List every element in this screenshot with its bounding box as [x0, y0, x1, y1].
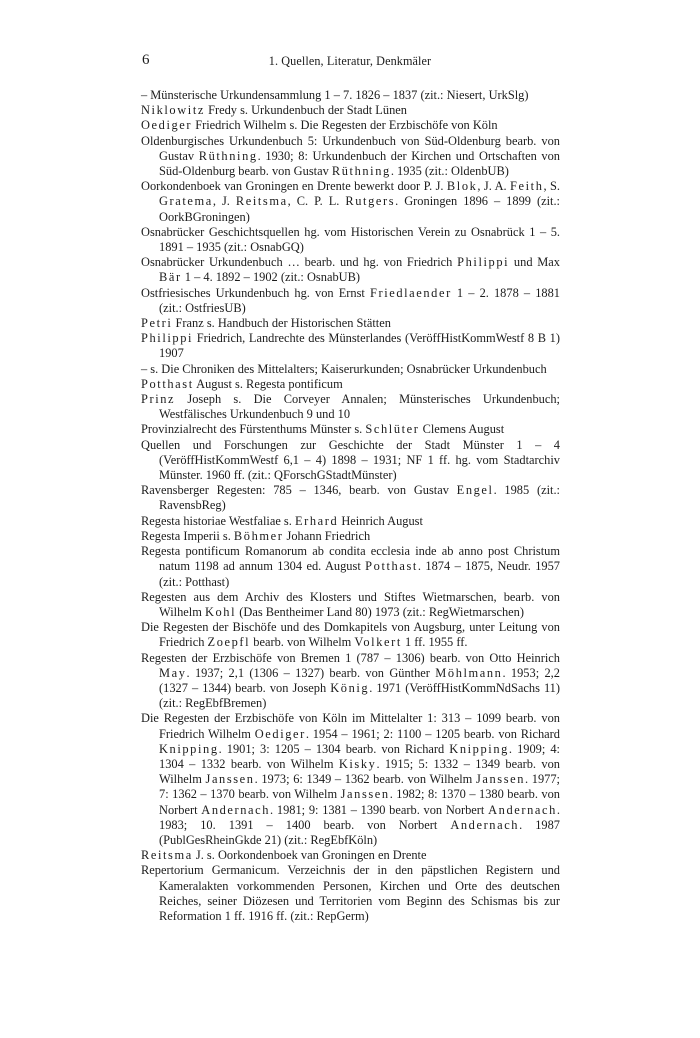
entry-text: (Das Bentheimer Land 80) 1973 (zit.: RegWietmarschen): [236, 604, 524, 619]
bibliography-entry: [141, 286, 560, 316]
author-name: May: [159, 665, 187, 680]
author-name: Janssen: [340, 787, 390, 802]
author-name: Friedlaender: [369, 285, 452, 300]
entry-text: – s. Die Chroniken des Mittelalters; Kaiserurkunden; Osnabrücker Urkundenbuch: [141, 361, 547, 376]
entry-text: Regesta pontificum Romanorum ab condita ecclesia inde ab anno post Christum natum 1198 ad annum 1304 ed. August: [141, 544, 560, 574]
author-name: Janssen: [475, 772, 526, 787]
author-name: Bär: [159, 270, 182, 285]
author-name: Gratema: [159, 194, 213, 209]
author-name: Andernach: [488, 802, 557, 817]
entry-text: Die Regesten der Bischöfe und des Domkapitels von Augsburg, unter Leitung von Friedrich: [141, 620, 560, 650]
entry-text: Regesten aus dem Archiv des Klosters und Stiftes Wietmarschen, bearb. von Wilhelm: [141, 589, 560, 619]
entry-text: Ravensberger Regesten: 785 – 1346, bearb. von Gustav: [141, 483, 457, 498]
entry-text: August s. Regesta pontificum: [193, 376, 343, 391]
bibliography-entry: [141, 88, 560, 103]
entry-text: . 1971 (VeröffHistKommNdSachs 11) (zit.: RegEbfBremen): [159, 680, 560, 711]
author-name: Volkert: [354, 635, 402, 650]
author-name: Knipping: [159, 741, 219, 756]
entry-text: . 1930; 8: Urkundenbuch der Kirchen und Ortschaften von Süd-Oldenburg bearb. von Gustav: [159, 148, 560, 179]
entry-text: Franz s. Handbuch der Historischen Stätten: [172, 316, 391, 331]
entry-text: . Groningen 1896 – 1899 (zit.: OorkBGroningen): [159, 194, 560, 224]
entry-text: Ostfriesisches Urkundenbuch hg. von Ernst: [141, 285, 370, 300]
author-name: Böhmer: [233, 528, 284, 543]
author-name: Philippi: [141, 331, 194, 346]
page-number: 6: [142, 52, 150, 68]
author-name: Feith: [510, 179, 544, 194]
author-name: Philippi: [457, 255, 510, 270]
entry-text: bearb. von Wilhelm: [250, 635, 355, 650]
entry-text: Quellen und Forschungen zur Geschichte der Stadt Münster 1 – 4 (VeröffHistKommWestf 6,1 – 4) 1898 – 1931; NF 1 ff. hg. vom Stadtarchiv Münster. 1960 ff. (zit.: QForschGStadtMünster): [141, 437, 560, 483]
author-name: Engel: [456, 483, 494, 498]
bibliography-entry: [141, 362, 560, 377]
author-name: Kisky: [338, 756, 377, 771]
entry-text: , J. A.: [477, 179, 511, 194]
author-name: Petri: [141, 316, 173, 331]
entry-text: Friedrich Wilhelm s. Die Regesten der Erzbischöfe von Köln: [192, 118, 498, 133]
bibliography-entry: [141, 438, 560, 484]
bibliography-entry: [141, 392, 560, 422]
entry-text: . 1977; 7: 1362 – 1370 bearb. von Wilhelm: [159, 772, 561, 802]
entry-text: Friedrich, Landrechte des Münsterlandes (VeröffHistKommWestf 8 B 1) 1907: [159, 331, 560, 361]
author-name: Niklowitz: [141, 103, 205, 118]
bibliography-entry: [141, 103, 560, 118]
bibliography-entry: [141, 377, 560, 392]
bibliography-entry: [141, 255, 560, 285]
entry-text: Johann Friedrich: [283, 528, 371, 543]
entry-text: Regesten der Erzbischöfe von Bremen 1 (787 – 1306) bearb. von Otto Heinrich: [141, 650, 560, 665]
running-title: 1. Quellen, Literatur, Denkmäler: [268, 54, 432, 68]
bibliography-entry: [141, 590, 560, 620]
entry-text: Provinzialrecht des Fürstenthums Münster s.: [141, 422, 366, 437]
author-name: Blok: [446, 179, 478, 194]
entry-text: . 1981; 9: 1381 – 1390 bearb. von Norbert: [270, 802, 489, 817]
entry-text: Heinrich August: [338, 513, 423, 528]
entry-text: . 1973; 6: 1349 – 1362 bearb. von Wilhelm: [254, 772, 476, 787]
entry-text: Fredy s. Urkundenbuch der Stadt Lünen: [204, 103, 407, 118]
entry-text: Die Regesten der Erzbischöfe von Köln im Mittelalter 1: 313 – 1099 bearb. von Friedrich Wilhelm: [141, 711, 560, 741]
author-name: Knipping: [449, 741, 509, 756]
entry-text: . 1982; 8: 1370 – 1380 bearb. von Norbert: [159, 787, 560, 817]
author-name: Oediger: [254, 726, 306, 741]
author-name: Potthast: [365, 559, 418, 574]
author-name: Möhlmann: [435, 665, 503, 680]
author-name: Reitsma: [235, 194, 288, 209]
entry-text: Regesta Imperii s.: [141, 528, 234, 543]
bibliography-entry: [141, 848, 560, 863]
author-name: Oediger: [141, 118, 193, 133]
entry-text: 1 – 4. 1892 – 1902 (zit.: OsnabUB): [181, 270, 360, 285]
bibliography-entry: [141, 544, 560, 590]
entry-text: Oldenburgisches Urkundenbuch 5: Urkundenbuch von Süd-Oldenburg bearb. von Gustav: [141, 133, 560, 163]
author-name: Kohl: [204, 604, 237, 619]
entry-text: Oorkondenboek van Groningen en Drente bewerkt door P. J.: [141, 179, 447, 194]
author-name: Andernach: [450, 817, 520, 832]
bibliography-entry: [141, 483, 560, 513]
author-name: Rutgers: [345, 194, 396, 209]
bibliography-entry: [141, 422, 560, 437]
entry-text: Osnabrücker Urkundenbuch … bearb. und hg. von Friedrich: [141, 255, 458, 270]
author-name: Janssen: [205, 772, 255, 787]
entry-text: , C. P. L.: [287, 194, 346, 209]
entry-text: 1 ff. 1955 ff.: [401, 635, 468, 650]
entry-text: . 1901; 3: 1205 – 1304 bearb. von Richard: [218, 741, 450, 756]
entry-text: , S.: [543, 179, 561, 194]
entry-text: . 1935 (zit.: OldenbUB): [390, 164, 509, 179]
author-name: Potthast: [141, 376, 194, 391]
bibliography-list: [141, 88, 560, 924]
bibliography-entry: [141, 514, 560, 529]
bibliography-entry: [141, 863, 560, 924]
entry-text: , J.: [212, 194, 236, 209]
author-name: König: [330, 680, 370, 695]
author-name: Rüthning: [331, 164, 391, 179]
author-name: Andernach: [201, 802, 271, 817]
entry-text: J. s. Oorkondenboek van Groningen en Drente: [192, 848, 427, 863]
entry-text: . 1874 – 1875, Neudr. 1957 (zit.: Potthast): [159, 559, 560, 589]
bibliography-entry: [141, 331, 560, 361]
author-name: Reitsma: [141, 848, 193, 863]
entry-text: . 1983; 10. 1391 – 1400 bearb. von Norbert: [159, 802, 560, 832]
page-header: [0, 52, 700, 70]
bibliography-entry: [141, 225, 560, 255]
author-name: Rüthning: [198, 148, 258, 163]
author-name: Zoepfl: [207, 635, 251, 650]
author-name: Schlüter: [365, 422, 420, 437]
entry-text: 1 – 2. 1878 – 1881 (zit.: OstfriesUB): [159, 285, 560, 315]
entry-text: . 1987 (PublGesRheinGkde 21) (zit.: RegEbfKöln): [159, 817, 561, 847]
bibliography-entry: [141, 179, 560, 225]
bibliography-entry: [141, 316, 560, 331]
entry-text: . 1915; 5: 1332 – 1349 bearb. von Wilhelm: [159, 756, 560, 787]
entry-text: Joseph s. Die Corveyer Annalen; Münsterisches Urkundenbuch; Westfälisches Urkundenbuch 9 und 10: [159, 392, 560, 422]
bibliography-entry: [141, 651, 560, 712]
bibliography-entry: [141, 134, 560, 180]
bibliography-entry: [141, 711, 560, 848]
entry-text: . 1909; 4: 1304 – 1332 bearb. von Wilhelm: [159, 741, 560, 771]
entry-text: Repertorium Germanicum. Verzeichnis der in den päpstlichen Registern und Kameralakten vorkommenden Personen, Kirchen und Orte des deutschen Reiches, seiner Diözesen und Territorien vom Beginn des Schismas bis zur Reformation 1 ff. 1916 ff. (zit.: RepGerm): [141, 863, 560, 923]
bibliography-entry: [141, 529, 560, 544]
entry-text: Osnabrücker Geschichtsquellen hg. vom Historischen Verein zu Osnabrück 1 – 5. 1891 – 1935 (zit.: OsnabGQ): [141, 224, 560, 255]
entry-text: Regesta historiae Westfaliae s.: [141, 513, 295, 528]
bibliography-entry: [141, 620, 560, 650]
bibliography-entry: [141, 118, 560, 133]
entry-text: Clemens August: [419, 422, 505, 437]
entry-text: . 1937; 2,1 (1306 – 1327) bearb. von Günther: [186, 665, 436, 680]
entry-text: . 1954 – 1961; 2: 1100 – 1205 bearb. von Richard: [305, 726, 560, 741]
entry-text: und Max: [509, 255, 560, 270]
author-name: Prinz: [141, 392, 176, 407]
author-name: Erhard: [294, 513, 339, 528]
entry-text: . 1985 (zit.: RavensbReg): [159, 483, 560, 513]
entry-text: . 1953; 2,2 (1327 – 1344) bearb. von Joseph: [159, 665, 560, 695]
entry-text: – Münsterische Urkundensammlung 1 – 7. 1826 – 1837 (zit.: Niesert, UrkSlg): [141, 88, 529, 102]
